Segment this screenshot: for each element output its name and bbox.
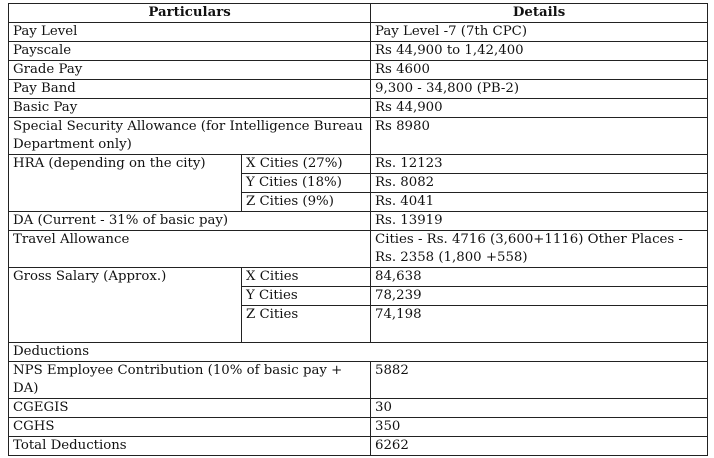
- travel-value: Cities - Rs. 4716 (3,600+1116) Other Places - Rs. 2358 (1,800 +558): [371, 231, 708, 268]
- da-value: Rs. 13919: [371, 212, 708, 231]
- hra-value: Rs. 4041: [371, 193, 708, 212]
- row-label: Special Security Allowance (for Intelligence Bureau Department only): [9, 118, 371, 155]
- deduction-label: CGHS: [9, 418, 371, 437]
- deduction-value: 6262: [371, 437, 708, 456]
- row-value: 9,300 - 34,800 (PB-2): [371, 80, 708, 99]
- gross-label: Gross Salary (Approx.): [9, 268, 242, 343]
- gross-city: Z Cities: [242, 306, 371, 343]
- header-row: [9, 4, 708, 23]
- hra-city: X Cities (27%): [242, 155, 371, 174]
- row-value: Pay Level -7 (7th CPC): [371, 23, 708, 42]
- gross-value: 74,198: [371, 306, 708, 343]
- travel-label: Travel Allowance: [9, 231, 371, 268]
- table-row: [9, 61, 708, 80]
- deductions-heading-row: [9, 343, 708, 362]
- table-row: [9, 42, 708, 61]
- hra-value: Rs. 8082: [371, 174, 708, 193]
- table-row: [9, 212, 708, 231]
- table-row: [9, 23, 708, 42]
- table-row: [9, 99, 708, 118]
- da-label: DA (Current - 31% of basic pay): [9, 212, 371, 231]
- deduction-value: 30: [371, 399, 708, 418]
- header-particulars: Particulars: [9, 4, 371, 23]
- hra-value: Rs. 12123: [371, 155, 708, 174]
- row-value: Rs 44,900: [371, 99, 708, 118]
- hra-city: Z Cities (9%): [242, 193, 371, 212]
- hra-label: HRA (depending on the city): [9, 155, 242, 212]
- deduction-row: [9, 418, 708, 437]
- gross-city: X Cities: [242, 268, 371, 287]
- deduction-label: NPS Employee Contribution (10% of basic pay + DA): [9, 362, 371, 399]
- deduction-row: [9, 437, 708, 456]
- deductions-heading: Deductions: [9, 343, 708, 362]
- hra-row: [9, 155, 708, 174]
- row-value: Rs 4600: [371, 61, 708, 80]
- row-label: Payscale: [9, 42, 371, 61]
- hra-city: Y Cities (18%): [242, 174, 371, 193]
- row-label: Basic Pay: [9, 99, 371, 118]
- deduction-row: [9, 362, 708, 399]
- deduction-label: CGEGIS: [9, 399, 371, 418]
- gross-row: [9, 268, 708, 287]
- table-row: [9, 231, 708, 268]
- deduction-label: Total Deductions: [9, 437, 371, 456]
- deduction-value: 350: [371, 418, 708, 437]
- row-label: Pay Band: [9, 80, 371, 99]
- deduction-row: [9, 399, 708, 418]
- deduction-value: 5882: [371, 362, 708, 399]
- table-row: [9, 118, 708, 155]
- row-label: Pay Level: [9, 23, 371, 42]
- row-value: Rs 8980: [371, 118, 708, 155]
- row-label: Grade Pay: [9, 61, 371, 80]
- table-row: [9, 80, 708, 99]
- gross-city: Y Cities: [242, 287, 371, 306]
- row-value: Rs 44,900 to 1,42,400: [371, 42, 708, 61]
- gross-value: 84,638: [371, 268, 708, 287]
- header-details: Details: [371, 4, 708, 23]
- salary-table: [8, 3, 708, 456]
- gross-value: 78,239: [371, 287, 708, 306]
